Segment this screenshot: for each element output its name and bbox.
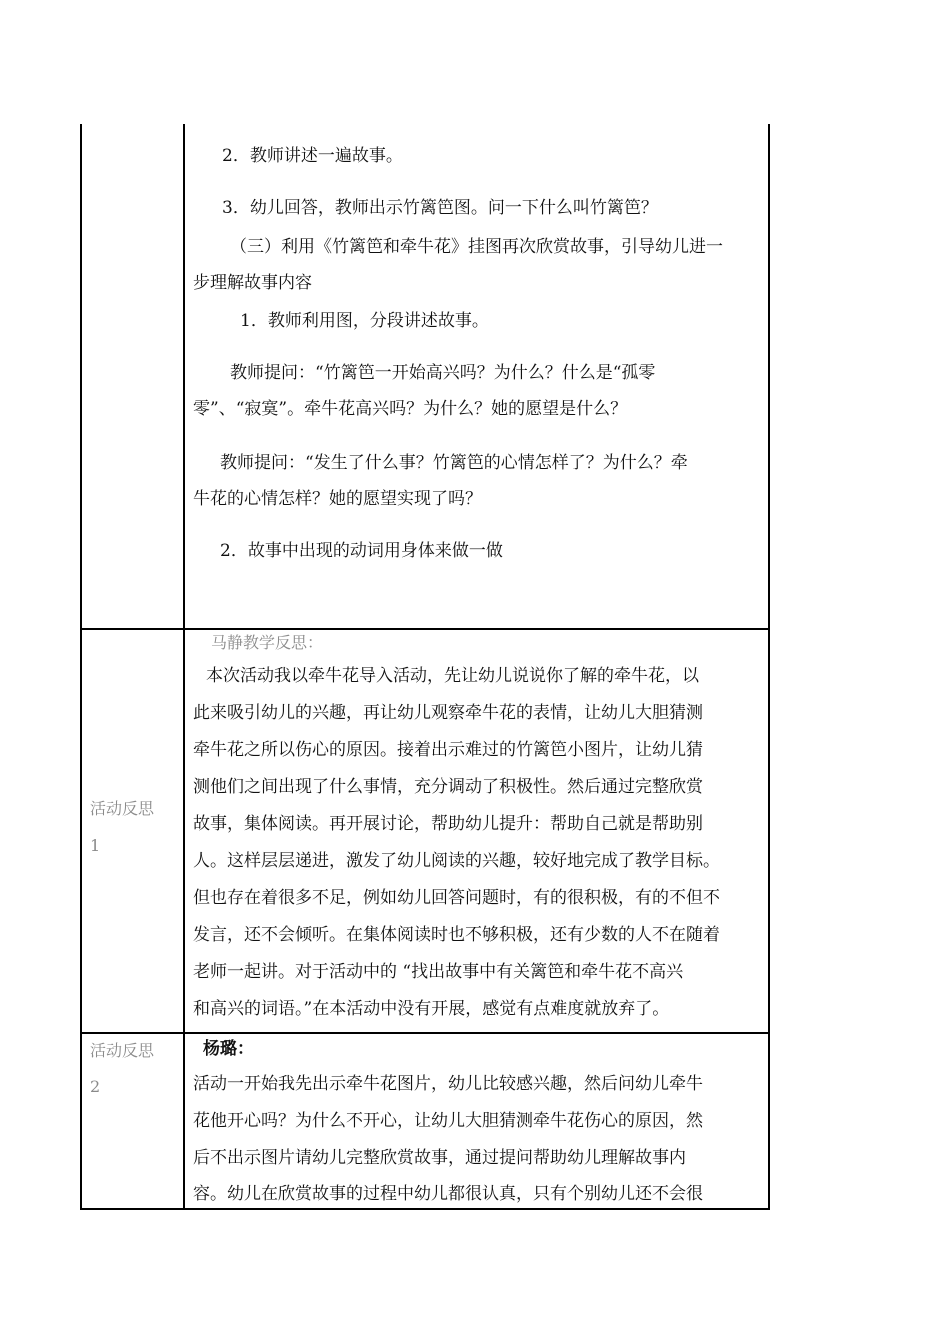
reflection-line: 牵牛花之所以伤心的原因。接着出示难过的竹篱笆小图片，让幼儿猜 bbox=[193, 740, 703, 760]
process-line: 牛花的心情怎样？她的愿望实现了吗？ bbox=[193, 489, 482, 509]
table-column-divider bbox=[183, 124, 185, 1210]
table-right-border bbox=[768, 124, 770, 1210]
reflection-author: 杨璐： bbox=[203, 1039, 254, 1059]
reflection-line: 人。这样层层递进，激发了幼儿阅读的兴趣，较好地完成了教学目标。 bbox=[193, 851, 720, 871]
process-line: 3．幼儿回答，教师出示竹篱笆图。问一下什么叫竹篱笆？ bbox=[222, 198, 658, 218]
reflection-label-number: 1 bbox=[90, 836, 101, 855]
process-line: 2．故事中出现的动词用身体来做一做 bbox=[220, 541, 503, 561]
reflection-label-text: 活动反思 bbox=[90, 1041, 155, 1060]
row-divider-2 bbox=[80, 1032, 770, 1034]
process-line: 教师提问：“竹篱笆一开始高兴吗？为什么？什么是“孤零 bbox=[230, 363, 656, 383]
table-bottom-border bbox=[80, 1208, 770, 1210]
reflection-label-text: 活动反思 bbox=[90, 799, 155, 818]
row-divider-1 bbox=[80, 628, 770, 630]
reflection-line: 本次活动我以牵牛花导入活动，先让幼儿说说你了解的牵牛花，以 bbox=[206, 666, 699, 686]
reflection-line: 花他开心吗？为什么不开心，让幼儿大胆猜测牵牛花伤心的原因，然 bbox=[193, 1111, 703, 1131]
process-line: 2．教师讲述一遍故事。 bbox=[222, 146, 403, 166]
reflection-line: 活动一开始我先出示牵牛花图片，幼儿比较感兴趣，然后问幼儿牵牛 bbox=[193, 1074, 703, 1094]
reflection-author: 马静教学反思： bbox=[211, 633, 324, 652]
reflection-line: 此来吸引幼儿的兴趣，再让幼儿观察牵牛花的表情，让幼儿大胆猜测 bbox=[193, 703, 703, 723]
reflection-line: 故事，集体阅读。再开展讨论，帮助幼儿提升：帮助自己就是帮助别 bbox=[193, 814, 703, 834]
process-line: 教师提问：“发生了什么事？竹篱笆的心情怎样了？为什么？牵 bbox=[220, 453, 688, 473]
reflection-line: 发言，还不会倾听。在集体阅读时也不够积极，还有少数的人不在随着 bbox=[193, 925, 720, 945]
reflection-line: 老师一起讲。对于活动中的 “找出故事中有关篱笆和牵牛花不高兴 bbox=[193, 962, 684, 982]
reflection-label-number: 2 bbox=[90, 1077, 101, 1096]
process-line: 零”、“寂寞”。牵牛花高兴吗？为什么？她的愿望是什么？ bbox=[193, 399, 628, 419]
reflection-line: 测他们之间出现了什么事情，充分调动了积极性。然后通过完整欣赏 bbox=[193, 777, 703, 797]
table-left-border bbox=[80, 124, 82, 1210]
reflection-line: 和高兴的词语。”在本活动中没有开展，感觉有点难度就放弃了。 bbox=[193, 999, 670, 1019]
process-line: （三）利用《竹篱笆和牵牛花》挂图再次欣赏故事，引导幼儿进一 bbox=[230, 237, 723, 257]
process-line: 步理解故事内容 bbox=[193, 273, 312, 293]
reflection-line: 后不出示图片请幼儿完整欣赏故事，通过提问帮助幼儿理解故事内 bbox=[193, 1148, 686, 1168]
reflection-line: 但也存在着很多不足，例如幼儿回答问题时，有的很积极，有的不但不 bbox=[193, 888, 720, 908]
process-line: 1．教师利用图，分段讲述故事。 bbox=[240, 311, 489, 331]
reflection-line: 容。幼儿在欣赏故事的过程中幼儿都很认真，只有个别幼儿还不会很 bbox=[193, 1184, 703, 1204]
